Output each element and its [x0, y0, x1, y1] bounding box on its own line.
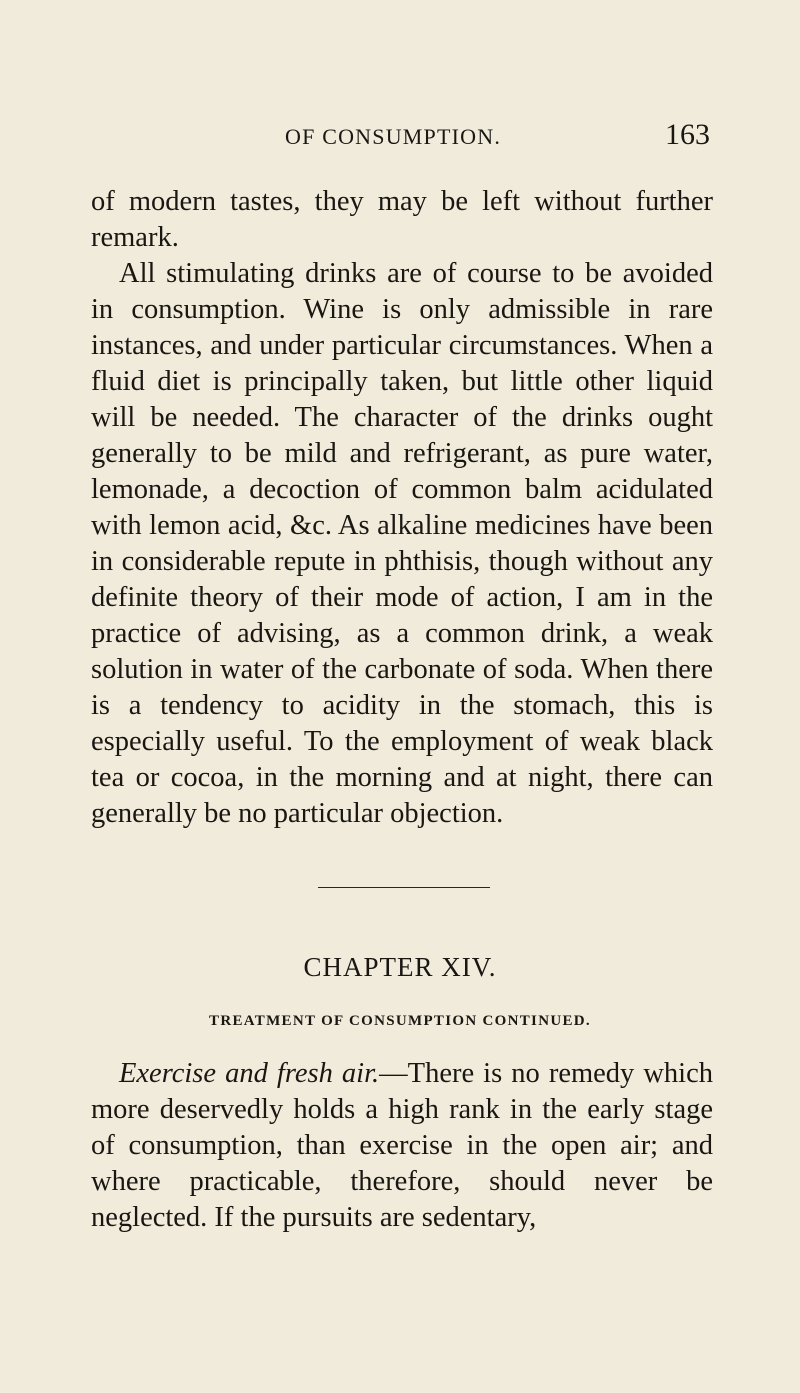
- body-text: [91, 184, 713, 832]
- chapter-heading: CHAPTER XIV.: [303, 952, 497, 982]
- section-title: Exercise and fresh air.: [119, 1058, 380, 1089]
- section-divider-rule: [318, 887, 490, 888]
- section-text: —There is no remedy which more deservedly holds a high rank in the early stage of consumption, than exercise in the open air; and where practicable, therefore, should never be neglected. If the pursuits are sedentary,: [91, 1058, 713, 1233]
- chapter-body: [91, 1056, 713, 1236]
- running-head: [285, 118, 710, 152]
- paragraph-exercise: [91, 1056, 713, 1236]
- chapter-subheading: TREATMENT OF CONSUMPTION CONTINUED.: [209, 1013, 591, 1029]
- paragraph-drinks: All stimulating drinks are of course to be avoided in consumption. Wine is only admissible in rare instances, and under particular circumstances. When a fluid diet is principally taken, but little other liquid will be needed. The character of the drinks ought generally to be mild and refrigerant, as pure water, lemonade, a decoction of common balm acidulated with lemon acid, &c. As alkaline medicines have been in considerable repute in phthisis, though without any definite theory of their mode of action, I am in the practice of advising, as a common drink, a weak solution in water of the carbonate of soda. When there is a tendency to acidity in the stomach, this is especially useful. To the employment of weak black tea or cocoa, in the morning and at night, there can generally be no particular objection.: [91, 258, 713, 829]
- page-number: 163: [665, 118, 710, 151]
- paragraph-continuation: of modern tastes, they may be left without further remark.: [91, 186, 713, 253]
- running-title: OF CONSUMPTION.: [285, 124, 502, 149]
